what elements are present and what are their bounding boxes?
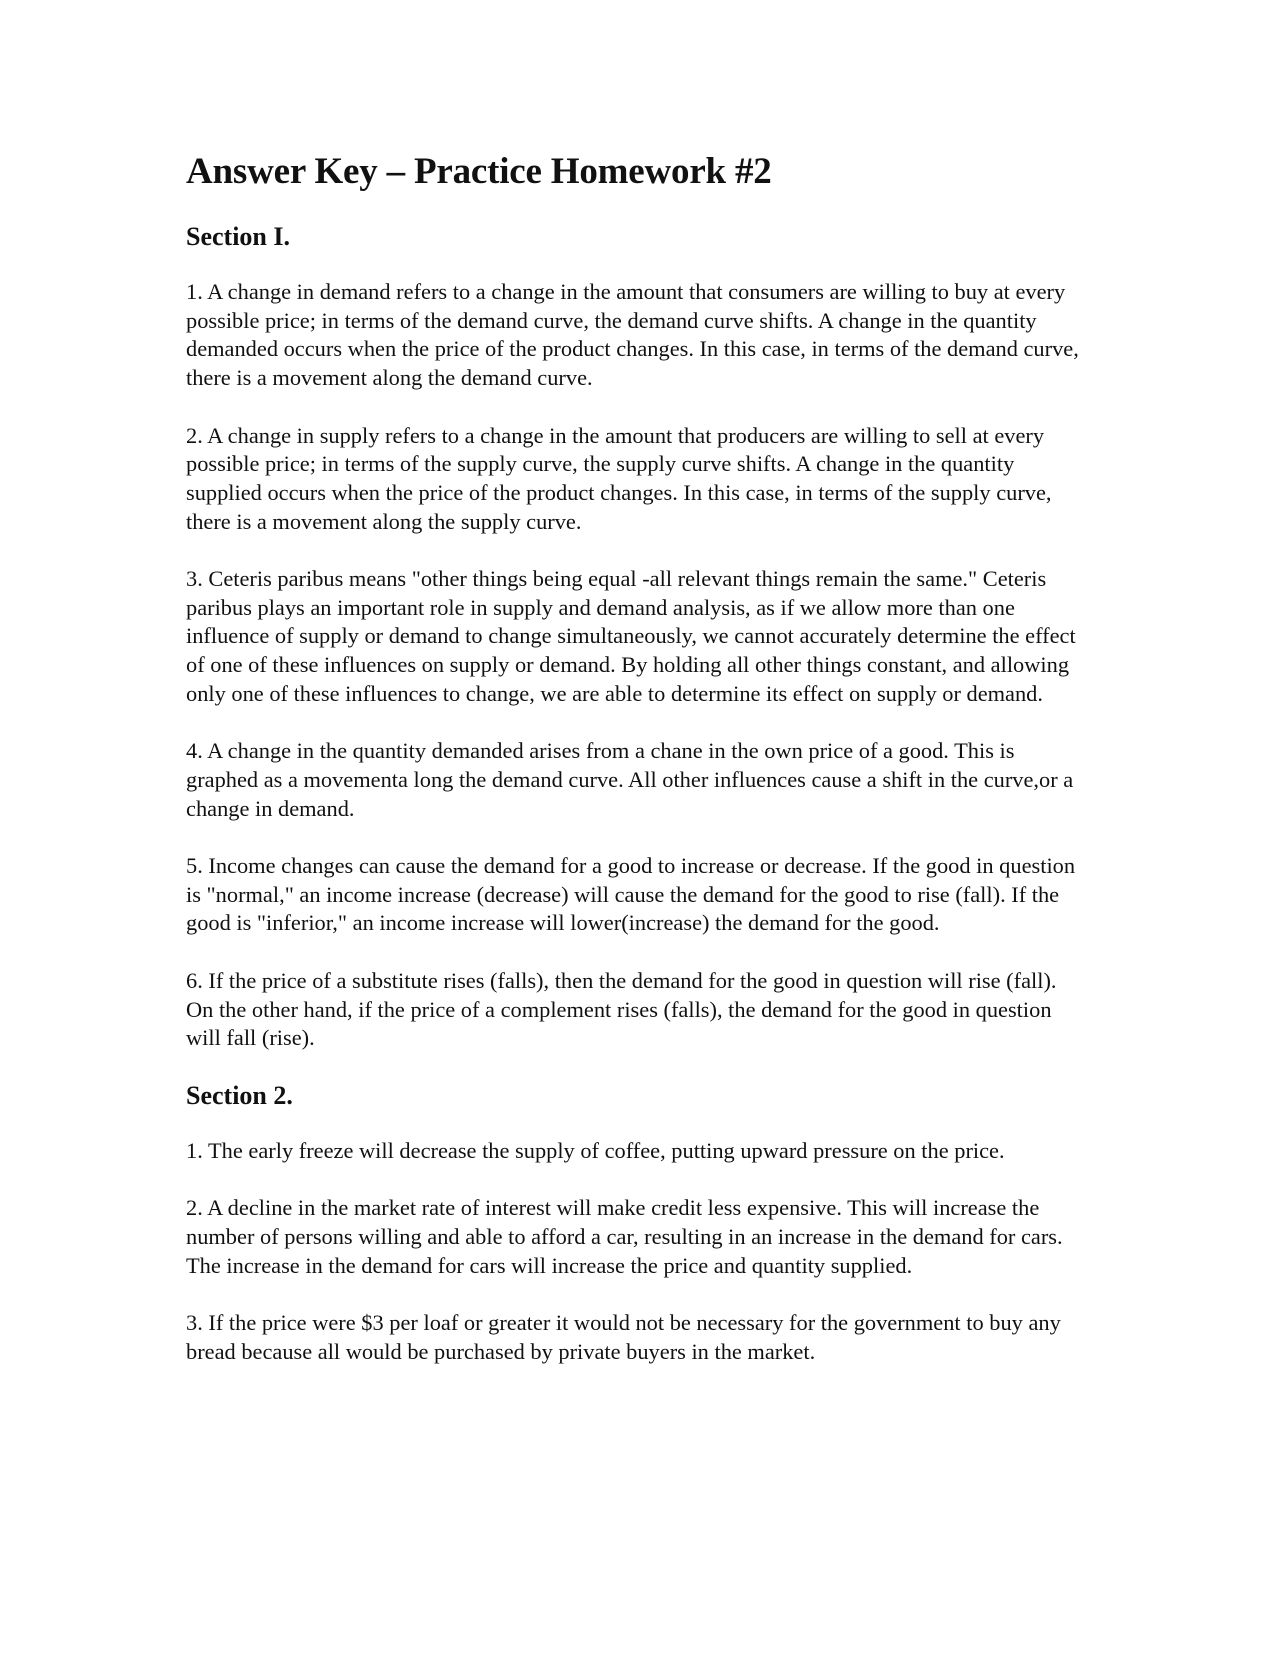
section-1-answer-4: 4. A change in the quantity demanded arises from a chane in the own price of a good. This is graphed as a movementa long the demand curve. All other influences cause a shift in the curve,or a change in demand.: [186, 738, 1074, 821]
section-1-answer-5: 5. Income changes can cause the demand for a good to increase or decrease. If the good in question is "normal," an income increase (decrease) will cause the demand for the good to rise (fall). If the good is "inferior," an income increase will lower(increase) the demand for the good.: [186, 853, 1076, 936]
section-2-answer-3: 3. If the price were $3 per loaf or greater it would not be necessary for the government to buy any bread because all would be purchased by private buyers in the market.: [186, 1310, 1061, 1364]
section-2-answer-1: 1. The early freeze will decrease the supply of coffee, putting upward pressure on the price.: [186, 1137, 1005, 1163]
section-1-answer-1: 1. A change in demand refers to a change in the amount that consumers are willing to buy at every possible price; in terms of the demand curve, the demand curve shifts. A change in the quantity demanded occurs when the price of the product changes. In this case, in terms of the demand curve, there is a movement along the demand curve.: [186, 279, 1079, 391]
section-1-answer-2: 2. A change in supply refers to a change in the amount that producers are willing to sell at every possible price; in terms of the supply curve, the supply curve shifts. A change in the quantity supplied occurs when the price of the product changes. In this case, in terms of the supply curve, there is a movement along the supply curve.: [186, 422, 1052, 534]
document-page: [186, 152, 1086, 1367]
section-1-answer-3: 3. Ceteris paribus means "other things being equal -all relevant things remain the same." Ceteris paribus plays an important role in supply and demand analysis, as if we allow more than one influence of supply or demand to change simultaneously, we cannot accurately determine the effect of one of these influences on supply or demand. By holding all other things constant, and allowing only one of these influences to change, we are able to determine its effect on supply or demand.: [186, 566, 1076, 706]
section-2-answer-2: 2. A decline in the market rate of interest will make credit less expensive. This will increase the number of persons willing and able to afford a car, resulting in an increase in the demand for cars. The increase in the demand for cars will increase the price and quantity supplied.: [186, 1195, 1063, 1278]
section-1-answer-6: 6. If the price of a substitute rises (falls), then the demand for the good in question will rise (fall). On the other hand, if the price of a complement rises (falls), the demand for the good in question will fall (rise).: [186, 967, 1057, 1051]
section-2-heading: Section 2.: [186, 1080, 293, 1110]
section-1-heading: Section I.: [186, 222, 290, 251]
document-title: Answer Key – Practice Homework #2: [186, 151, 772, 192]
